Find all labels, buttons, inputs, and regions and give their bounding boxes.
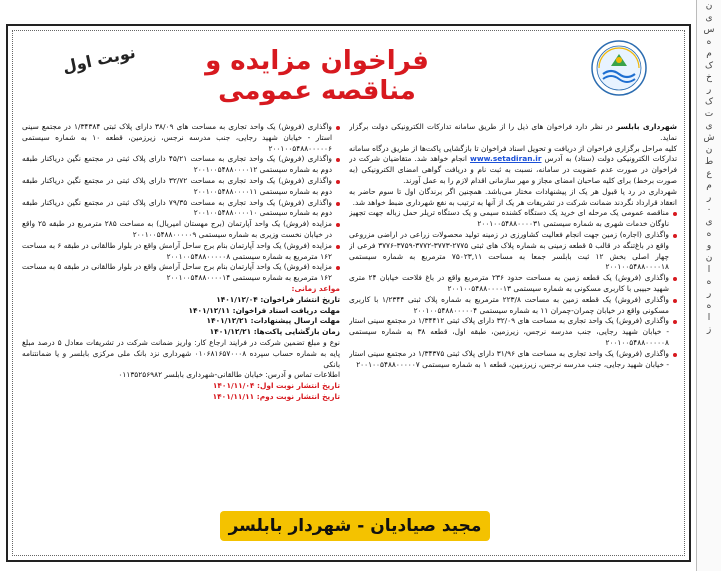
contact-info: اطلاعات تماس و آدرس: خیابان طالقانی-شهرداری بابلسر ۰۱۱۳۵۲۵۶۹۸۲	[118, 370, 340, 380]
date-row-docs: مهلت دریافت اسناد فراخوان: ۱۴۰۱/۱۲/۱۱	[188, 305, 340, 315]
publish-second-row: تاریخ انتشار نوبت دوم: ۱۴۰۱/۱۱/۱۱	[212, 391, 340, 401]
guarantee-paragraph: نوع و مبلغ تضمین شرکت در فرایند ارجاع کار: واریز ضمانت شرکت در تشریفات معادل ۵ درصد مبلغ پایه به شماره حساب سپرده ۰۱۰۶۸۱۶۵۷۰۰۰۸ شهرداری نزد بانک ملی مرکزی بابلسر و یا ضمانتنامه بانکی	[22, 337, 340, 369]
notice-body	[22, 122, 677, 514]
notice-title: فراخوان مزایده و مناقصه عمومی	[205, 46, 429, 106]
auction-item: مزایده (فروش) یک واحد آپارتمان (برج مهستان امیریال) به مساحت ۲۸۵ مترمربع در طبقه ۲۵ واقع در خیابان نخست وزیری به شماره سیستمی ۲۰۰۱۰۰۵۴۸۸۰۰۰۰۰۹	[22, 219, 340, 241]
process-paragraph	[349, 144, 677, 187]
right-column	[349, 122, 677, 514]
dates-heading: مواعد زمانی:	[291, 283, 340, 293]
strip-glyph: س	[703, 25, 715, 35]
strip-glyph: ه	[706, 301, 712, 311]
date-label: تاریخ انتشار فراخوان	[263, 294, 340, 304]
strip-glyph: م	[706, 49, 712, 59]
intro-paragraph	[349, 122, 677, 144]
date-row-bids: مهلت ارسال پیشنهادات: ۱۴۰۱/۱۲/۲۱	[206, 316, 340, 326]
notice-frame	[6, 24, 691, 562]
strip-glyph: ک	[704, 61, 714, 71]
auction-item: واگذاری (فروش) یک واحد تجاری به مساحت ۷۹/۳۵ دارای پلاک ثبتی در مجتمع نگین دریاکنار طبقه دوم به شماره سیستمی ۲۰۰۱۰۰۵۴۸۸۰۰۰۰۱۰	[22, 198, 340, 220]
tender-item: مناقصه عمومی یک مرحله ای خرید یک دستگاه کشنده سیمی و یک دستگاه تریلر حمل زباله جهت تجهیز ناوگان خدمات شهری به شماره سیستمی ۲۰۰۱۰۰۵۴۸۸۰۰۰۰۳۱	[349, 208, 677, 230]
process-text-a: کلیه مراحل برگزاری فراخوان از دریافت و تحویل اسناد فراخوان تا بازگشایی پاکت‌ها از طریق درگاه سامانه تدارکات الکترونیکی دولت (ستاد) به آدرس	[349, 143, 677, 164]
strip-glyph: ش	[703, 133, 715, 143]
rights-paragraph: شهرداری در رد یا قبول هر یک از پیشنهادات مختار می‌باشد. همچنین اگر برندگان اول تا سوم حاضر به انعقاد قرارداد نگردند ضمانت شرکت در تشریفات هر یک از آنها به ترتیب به نفع شهرداری ضبط خواهد شد.	[349, 186, 677, 207]
strip-glyph: ه	[706, 37, 712, 47]
signature-text: مجید صیادیان - شهردار بابلسر	[228, 516, 482, 536]
publish-second-label: تاریخ انتشار نوبت دوم	[259, 391, 340, 401]
round-label: نوبت اول	[60, 42, 138, 77]
strip-glyph: ع	[706, 169, 712, 179]
auction-item: واگذاری (فروش) یک واحد تجاری به مساحت ۳۲/۷۲ دارای پلاک ثبتی در مجتمع نگین دریاکنار طبقه دوم به شماره سیستمی ۲۰۰۱۰۰۵۴۸۸۰۰۰۰۱۱	[22, 176, 340, 198]
setad-link[interactable]: www.setadiran.ir	[470, 154, 542, 164]
strip-glyph: ی	[705, 13, 713, 23]
tender-item: واگذاری (فروش) یک قطعه زمین به مساحت حدود ۲۳۶ مترمربع واقع در باغ فلاحت خیابان ۲۴ متری شهید حبیبی با کاربری مسکونی به شماره سیستمی ۲۰۰۱۰۰۵۴۸۸۰۰۰۰۱۳	[349, 273, 677, 295]
auction-item: مزایده (فروش) یک واحد آپارتمان بنام برج ساحل آرامش واقع در بلوار طالقانی در طبقه ۶ به مساحت ۱۶۲ مترمربع به شماره سیستمی ۲۰۰۱۰۰۵۴۸۸۰۰۰۰۰۸	[22, 241, 340, 263]
date-value: ۱۴۰۱/۱۲/۱۱	[188, 305, 231, 315]
auction-item: واگذاری (فروش) یک واحد تجاری به مساحت های ۳۸/۰۹ دارای پلاک ثبتی ۱/۳۴۳۸۴ در مجتمع سینی استار - خیابان شهید رجایی، جنب مدرسه نرجس، زیرزمین، قطعه ۱۰ به شماره سیستمی ۲۰۰۱۰۰۵۴۸۸۰۰۰۰۰۶	[22, 122, 340, 154]
process-text-b: انجام خواهد شد. متقاضیان شرکت در فراخوان در صورت عدم عضویت در سامانه، نسبت به ثبت نام و دریافت گواهی امضای الکترونیکی (به صورت برخط) برای کلیه صاحبان امضای مجاز و مهر سازمانی اقدام لازم را به عمل آورند.	[349, 154, 677, 185]
intro-lead: شهرداری بابلسر	[616, 122, 677, 131]
strip-glyph: ت	[704, 109, 714, 119]
strip-glyph: ن	[705, 145, 713, 155]
date-row-opening: زمان بازگشایی پاکت‌ها: ۱۴۰۱/۱۲/۲۱	[209, 327, 340, 337]
strip-glyph: ا	[707, 313, 711, 323]
left-column	[22, 122, 340, 514]
date-row-publish: تاریخ انتشار فراخوان: ۱۴۰۱/۱۲/۰۴	[216, 294, 340, 304]
strip-glyph: خ	[706, 73, 712, 83]
publish-first-date: ۱۴۰۱/۱۱/۰۴	[212, 381, 255, 391]
auction-item: واگذاری (فروش) یک واحد تجاری به مساحت ۴۵/۲۱ دارای پلاک ثبتی در مجتمع نگین دریاکنار طبقه دوم به شماره سیستمی ۲۰۰۱۰۰۵۴۸۸۰۰۰۰۱۲	[22, 154, 340, 176]
date-label: مهلت ارسال پیشنهادات	[253, 316, 340, 326]
signature-band	[220, 511, 490, 541]
strip-glyph: ه	[706, 229, 712, 239]
tender-item: واگذاری (فروش) یک قطعه زمین به مساحت ۲۲۳/۸ مترمربع به شماره پلاک ثبتی ۱/۲۳۴۴ با کاربری مسکونی واقع در خیابان چمران-چمران ۱۱ به شماره سیستمی ۲۰۰۱۰۰۵۴۸۸۰۰۰۰۰۴	[349, 295, 677, 317]
strip-glyph: و	[706, 241, 712, 251]
date-value: ۱۴۰۱/۱۲/۰۴	[216, 294, 258, 304]
strip-glyph: ی	[705, 217, 713, 227]
strip-glyph: ط	[704, 157, 714, 167]
tender-item: واگذاری (فروش) یک واحد تجاری به مساحت های ۳۱/۹۶ دارای پلاک ثبتی ۱/۳۴۳۷۵ در مجتمع سینی استار - خیابان شهید رجایی، جنب مدرسه نرجس، زیرزمین، قطعه ۱ به شماره سیستمی ۲۰۰۱۰۰۵۴۸۸۰۰۰۰۰۷	[349, 349, 677, 371]
strip-glyph: ه	[706, 277, 712, 287]
date-label: مهلت دریافت اسناد فراخوان	[235, 305, 340, 315]
strip-glyph: م	[706, 181, 712, 191]
notice-header	[22, 32, 677, 106]
strip-glyph: ا	[707, 265, 711, 275]
publish-first-label: تاریخ انتشار نوبت اول	[259, 381, 340, 391]
auction-item: مزایده (فروش) یک واحد آپارتمان بنام برج ساحل آرامش واقع در بلوار طالقانی در طبقه ۵ به مساحت ۱۶۲ مترمربع به شماره سیستمی ۲۰۰۱۰۰۵۴۸۸۰۰۰۰۱۴	[22, 262, 340, 284]
adjacent-page-strip	[696, 0, 721, 571]
strip-glyph: ر	[706, 289, 712, 299]
tender-item: واگذاری (اجاره) زمین جهت انجام فعالیت کشاورزی در زمینه تولید محصولات زراعی در اراضی مزروعی واقع در باغ‌تنگه در قالب ۵ قطعه زمینی به شماره پلاک های ثبتی ۲۷۷۵-۳۷۷۳-۳۷۷۲-۳۷۵۹-۳۷۷۶ فرعی از چهار اصلی بخش ۱۲ ثبت بابلسر جمعا به مساحت ۷۵۰۲۳,۱۱ مترمربع به شماره سیستمی ۲۰۰۱۰۰۵۴۸۸۰۰۰۰۱۸	[349, 230, 677, 273]
strip-glyph: ک	[704, 97, 714, 107]
strip-glyph: ز	[706, 325, 712, 335]
date-value: ۱۴۰۱/۱۲/۲۱	[209, 327, 252, 337]
publish-second-date: ۱۴۰۱/۱۱/۱۱	[212, 391, 255, 401]
strip-glyph: ن	[705, 253, 713, 263]
date-label: زمان بازگشایی پاکت‌ها	[256, 327, 340, 337]
tender-item: واگذاری (فروش) یک واحد تجاری به مساحت های ۳۲/۰۹ دارای پلاک ثبتی ۱/۳۴۴۱۲ در مجتمع سینی استار - خیابان شهید رجایی، جنب مدرسه نرجس، زیرزمین، طبقه اول، قطعه ۳۸ به شماره سیستمی ۲۰۰۱۰۰۵۴۸۸۰۰۰۰۰۸	[349, 316, 677, 348]
strip-glyph: ۰	[706, 205, 712, 215]
publish-first-row: تاریخ انتشار نوبت اول: ۱۴۰۱/۱۱/۰۴	[212, 381, 340, 391]
strip-glyph: ی	[705, 121, 713, 131]
municipality-logo	[589, 38, 649, 98]
date-value: ۱۴۰۱/۱۲/۲۱	[206, 316, 249, 326]
strip-glyph: ن	[705, 1, 713, 11]
strip-glyph: ر	[706, 85, 712, 95]
intro-text: در نظر دارد فراخوان های ذیل را از طریق سامانه تدارکات الکترونیکی دولت برگزار نماید.	[349, 122, 677, 142]
strip-glyph: ر	[706, 193, 712, 203]
